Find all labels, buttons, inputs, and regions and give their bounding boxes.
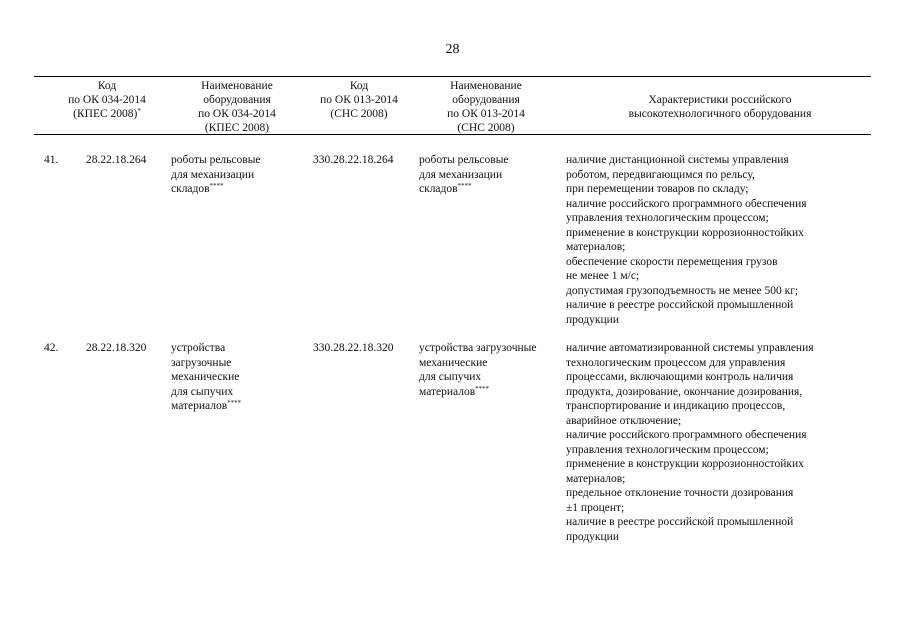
text-line: наличие дистанционной системы управления [566, 154, 789, 166]
text-line: управления технологическим процессом; [566, 443, 769, 456]
text-line: для механизации [419, 168, 503, 181]
text-line: для сыпучих [171, 385, 234, 398]
header-line: по ОК 034-2014 [198, 108, 276, 120]
sns-code: 330.28.22.18.264 [313, 154, 394, 166]
header-line [52, 107, 162, 121]
header-line: Наименование [201, 80, 273, 92]
header-kpes-code [52, 79, 162, 121]
text-fragment: материалов [171, 400, 228, 412]
row-number: 41. [44, 154, 59, 166]
sns-name [419, 153, 509, 197]
text-line: обеспечение скорости перемещения грузов [566, 255, 778, 268]
text-line: технологическим процессом для управления [566, 356, 786, 369]
text-line: материалов; [566, 472, 626, 485]
header-bottom-rule [34, 134, 871, 135]
text-line: материалов; [566, 241, 626, 253]
text-line: наличие российского программного обеспечения [566, 197, 807, 210]
page-number: 28 [445, 42, 460, 57]
header-line: (СНС 2008) [330, 108, 388, 120]
characteristics [566, 341, 814, 544]
header-line: Код [349, 80, 369, 92]
text-line: управления технологическим процессом; [566, 212, 769, 224]
text-fragment: материалов [419, 385, 476, 398]
header-line: по ОК 013-2014 [320, 94, 398, 106]
text-line: при перемещении товаров по складу; [566, 183, 749, 195]
text-line: применение в конструкции коррозионностойких [566, 458, 804, 470]
header-line: оборудования [452, 94, 520, 106]
text-line [419, 182, 509, 197]
text-line: роботы рельсовые [419, 154, 509, 166]
text-line: загрузочные [171, 356, 232, 369]
text-line: устройства [171, 342, 226, 354]
footnote-marker: **** [209, 182, 224, 190]
header-line: высокотехнологичного оборудования [628, 108, 812, 120]
header-line: (КПЕС 2008) [204, 122, 270, 134]
text-line: наличие в реестре российской промышленной [566, 299, 794, 311]
header-text: (КПЕС 2008) [73, 108, 138, 120]
text-line: продукта, дозирование, окончание дозирования, [566, 385, 803, 398]
text-line: наличие российского программного обеспечения [566, 429, 807, 441]
text-line: продукции [566, 313, 619, 326]
header-line: по ОК 013-2014 [447, 108, 525, 120]
footnote-marker: **** [227, 399, 242, 407]
header-line: (СНС 2008) [457, 122, 515, 134]
characteristics [566, 153, 807, 327]
header-sns-name [424, 79, 548, 135]
text-fragment: складов [419, 183, 458, 195]
text-line: роботы рельсовые [171, 154, 261, 166]
header-line: Характеристики российского [648, 94, 792, 106]
footnote-marker: **** [457, 182, 472, 190]
footnote-marker: **** [475, 384, 490, 393]
text-line: механические [171, 371, 240, 383]
header-line: Наименование [450, 80, 522, 92]
text-line: механические [419, 356, 488, 369]
kpes-name [171, 341, 241, 414]
header-kpes-name [176, 79, 298, 135]
kpes-name [171, 153, 261, 197]
text-fragment: складов [171, 183, 210, 195]
table-top-rule [34, 76, 871, 77]
text-line: продукции [566, 530, 619, 543]
sns-name [419, 341, 536, 399]
text-line: транспортирование и индикацию процессов, [566, 400, 786, 412]
kpes-code: 28.22.18.320 [86, 342, 147, 354]
text-line: для механизации [171, 168, 255, 181]
text-line [419, 385, 536, 400]
header-line: оборудования [203, 94, 271, 106]
header-sns-code [304, 79, 414, 121]
text-line: аварийное отключение; [566, 414, 682, 427]
text-line: предельное отклонение точности дозирования [566, 487, 794, 499]
text-line: наличие в реестре российской промышленной [566, 516, 794, 528]
header-line: Код [97, 80, 117, 92]
text-line: ±1 процент; [566, 501, 625, 514]
text-line: допустимая грузоподъемность не менее 500 кг; [566, 284, 799, 297]
text-line [171, 399, 241, 414]
text-line: процессами, включающими контроль наличия [566, 371, 794, 383]
row-number: 42. [44, 342, 59, 354]
kpes-code: 28.22.18.264 [86, 154, 147, 166]
footnote-marker: * [137, 107, 141, 115]
text-line [171, 182, 261, 197]
text-line: для сыпучих [419, 371, 482, 383]
text-line: роботом, передвигающимся по рельсу, [566, 168, 755, 181]
text-line: не менее 1 м/с; [566, 270, 640, 282]
header-line: по ОК 034-2014 [68, 94, 146, 106]
text-line: применение в конструкции коррозионностойких [566, 226, 804, 239]
text-line: устройства загрузочные [419, 342, 537, 354]
text-line: наличие автоматизированной системы управления [566, 342, 814, 354]
sns-code: 330.28.22.18.320 [313, 342, 394, 354]
header-characteristics [580, 93, 860, 121]
